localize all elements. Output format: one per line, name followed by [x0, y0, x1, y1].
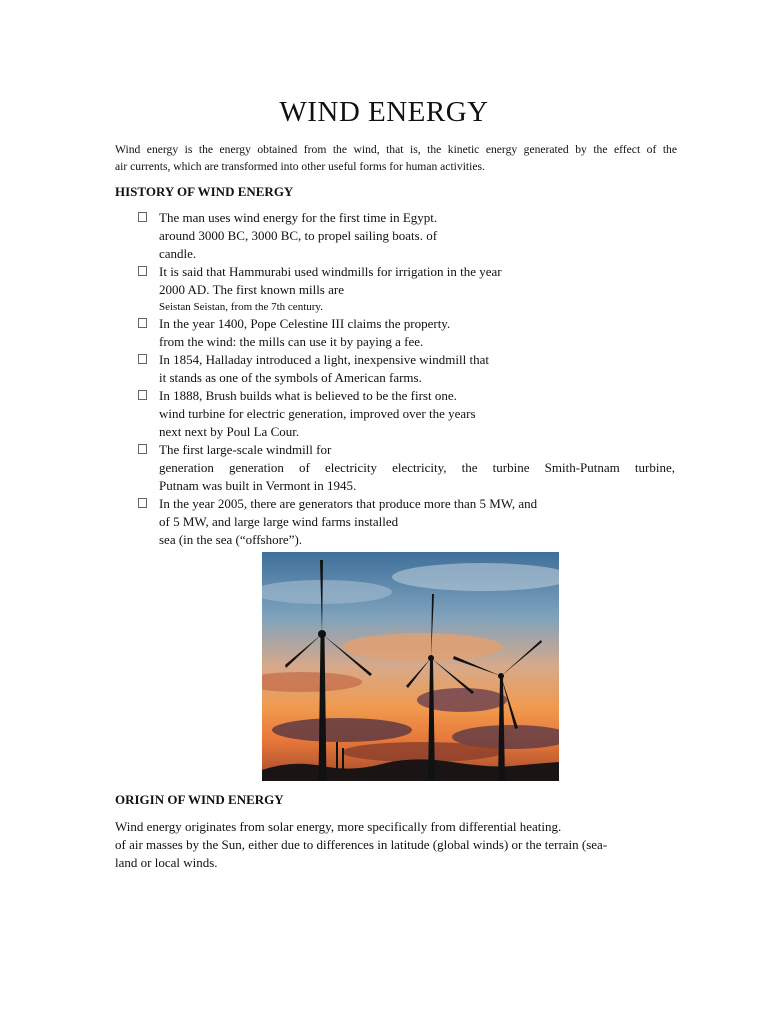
list-item	[0, 263, 768, 315]
missing-glyph-bullet-icon	[138, 318, 147, 328]
list-item	[0, 495, 768, 549]
missing-glyph-bullet-icon	[138, 266, 147, 276]
list-item-line: wind turbine for electric generation, improved over the years	[159, 406, 476, 421]
list-item-line: of 5 MW, and large large wind farms installed	[159, 514, 399, 529]
origin-line: Wind energy originates from solar energy, more specifically from differential heating.	[115, 819, 562, 834]
list-item	[0, 315, 768, 351]
intro-paragraph	[115, 141, 677, 175]
list-item-line: In 1888, Brush builds what is believed to be the first one.	[159, 388, 457, 403]
list-item-line: Putnam was built in Vermont in 1945.	[159, 478, 357, 493]
list-item-line: Seistan Seistan, from the 7th century.	[159, 301, 323, 313]
list-item-line: next next by Poul La Cour.	[159, 424, 300, 439]
wind-turbines-photo	[262, 552, 559, 781]
missing-glyph-bullet-icon	[138, 444, 147, 454]
list-item	[0, 441, 768, 495]
list-item	[0, 351, 768, 387]
document-title: WIND ENERGY	[279, 96, 489, 128]
list-item-line: 2000 AD. The first known mills are	[159, 282, 344, 297]
wind-turbines-sunset-icon	[262, 552, 559, 781]
list-item-line: The man uses wind energy for the first time in Egypt.	[159, 210, 438, 225]
list-item-line: candle.	[159, 246, 197, 261]
list-item-line: generation generation of electricity electricity, the turbine Smith-Putnam turbine,	[159, 460, 675, 475]
intro-line: Wind energy is the energy obtained from the wind, that is, the kinetic energy generated by the effect of the	[115, 143, 677, 156]
list-item-line: It is said that Hammurabi used windmills for irrigation in the year	[159, 264, 502, 279]
missing-glyph-bullet-icon	[138, 390, 147, 400]
history-heading: HISTORY OF WIND ENERGY	[115, 184, 294, 199]
history-bullet-list	[0, 209, 768, 549]
list-item	[0, 209, 768, 263]
list-item-line: The first large-scale windmill for	[159, 442, 332, 457]
origin-paragraph	[115, 818, 675, 872]
list-item-line: it stands as one of the symbols of American farms.	[159, 370, 422, 385]
missing-glyph-bullet-icon	[138, 212, 147, 222]
list-item-line: In 1854, Halladay introduced a light, inexpensive windmill that	[159, 352, 489, 367]
intro-line: air currents, which are transformed into other useful forms for human activities.	[115, 160, 485, 173]
list-item	[0, 387, 768, 441]
missing-glyph-bullet-icon	[138, 354, 147, 364]
missing-glyph-bullet-icon	[138, 498, 147, 508]
list-item-line: from the wind: the mills can use it by paying a fee.	[159, 334, 424, 349]
list-item-line: sea (in the sea (“offshore”).	[159, 532, 303, 547]
origin-line: of air masses by the Sun, either due to differences in latitude (global winds) or the terrain (sea-	[115, 837, 608, 852]
list-item-line: In the year 1400, Pope Celestine III claims the property.	[159, 316, 451, 331]
list-item-line: around 3000 BC, 3000 BC, to propel sailing boats. of	[159, 228, 438, 243]
origin-line: land or local winds.	[115, 855, 218, 870]
origin-heading: ORIGIN OF WIND ENERGY	[115, 792, 284, 807]
list-item-line: In the year 2005, there are generators that produce more than 5 MW, and	[159, 496, 538, 511]
